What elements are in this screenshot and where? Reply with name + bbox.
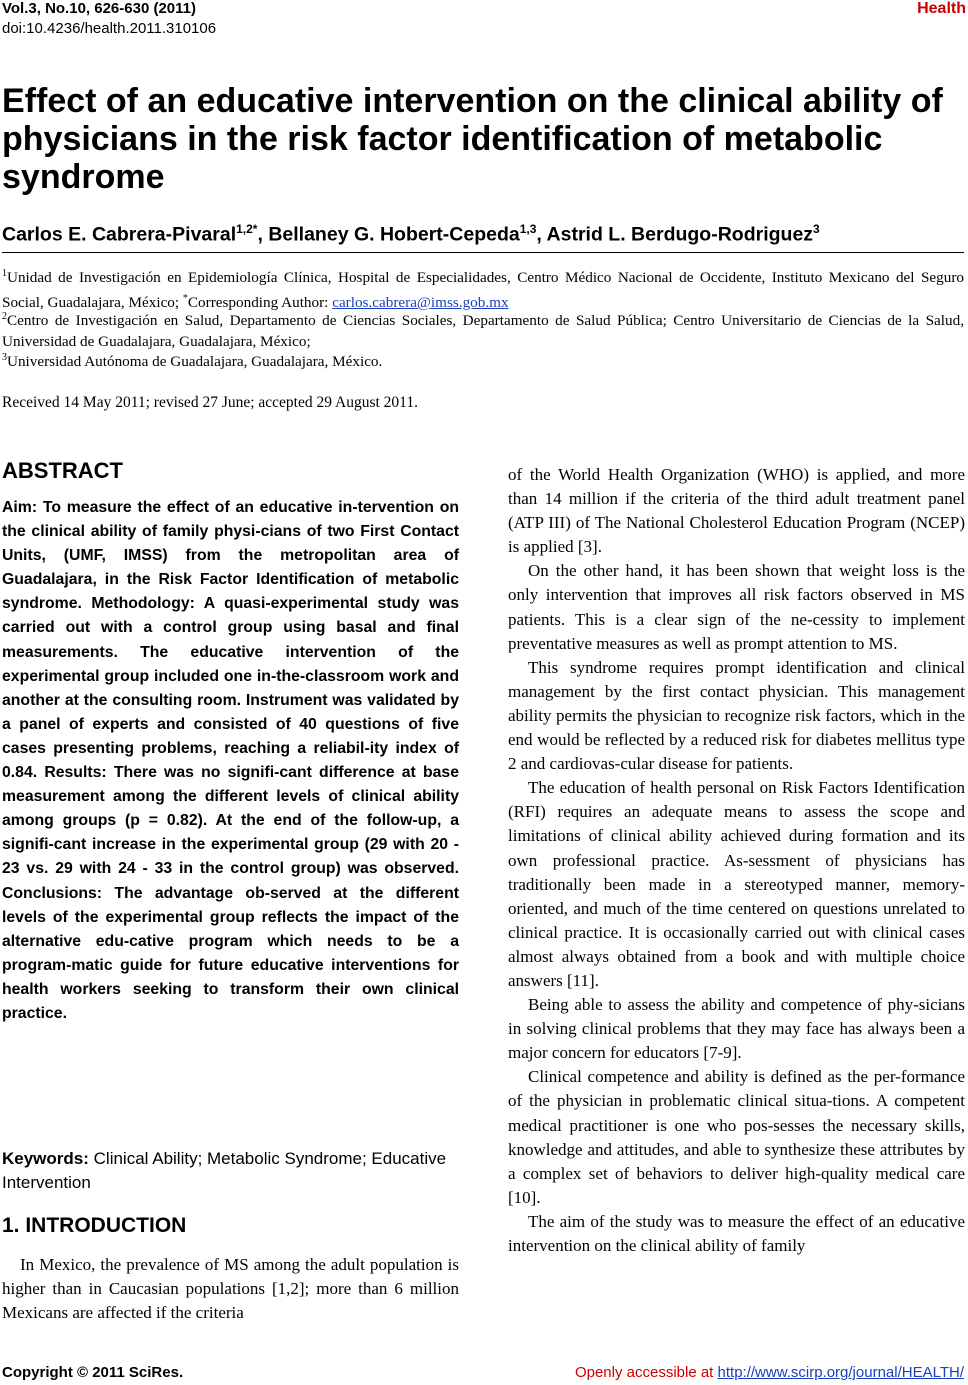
doi-line: doi:10.4236/health.2011.310106 [2,20,217,37]
affiliation-number: 1 [2,268,7,279]
author-name: Astrid L. Berdugo-Rodriguez [546,223,814,246]
body-paragraph: Clinical competence and ability is defined as the per-formance of the physician in problematic clinical situa-tions. A competent medical practitioner is one who pos-sesses the necessary skills, knowledge and attitudes, and able to synthesize these attributes by a complex set of behaviors to deliver high-quality medical care [10]. [508,1067,965,1207]
author-list [2,222,962,247]
keywords [2,1147,459,1195]
journal-volume-line: Vol.3, No.10, 626-630 (2011) [2,0,196,17]
author-affiliation-marker: 3 [813,222,820,236]
open-access-text: Openly accessible at [574,1364,718,1381]
body-paragraph: of the World Health Organization (WHO) is applied, and more than 14 million if the criteria of the third adult treatment panel (ATP III) of The National Cholesterol Education Program (NCEP) is applied [3]. [508,465,965,557]
journal-url-link[interactable]: http://www.scirp.org/journal/HEALTH/ [717,1364,964,1381]
author-name: Bellaney G. Hobert-Cepeda [268,223,520,246]
right-column [508,463,965,1258]
author-divider [2,252,964,253]
keywords-label: Keywords: [2,1149,89,1168]
body-paragraph: On the other hand, it has been shown that weight loss is the only intervention that improves all risk factors observed in MS patients. This is a clear sign of the ne-cessity to implement preventative measures as well as prompt attention to MS. [508,561,965,653]
affiliation-2 [2,306,964,352]
affiliation-3 [2,347,964,372]
author-name: Carlos E. Cabrera-Pivaral [2,223,237,246]
corresponding-marker: * [182,293,188,305]
affiliation-text: Universidad Autónoma de Guadalajara, Guadalajara, México. [7,353,383,371]
open-access-notice [575,1364,964,1381]
abstract-text: Aim: To measure the effect of an educative in-tervention on the clinical ability of family physi-cians of two First Contact Units, (UMF, IMSS) from the metropolitan area of Guadalajara, in the Risk Factor Identification of metabolic syndrome. Methodology: A quasi-experimental study was carried out with a control group using basal and final measurements. The educative intervention of the experimental group included one in-the-classroom work and another at the consulting room. Instrument was validated by a panel of experts and consisted of 40 questions of five cases presenting problems, reaching a reliabil-ity index of 0.84. Results: There was no signifi-cant difference at base measurement among the different levels of clinical ability among groups (p = 0.82). At the end of the follow-up, a signifi-cant increase in the experimental group (29 with 20 - 23 vs. 29 with 24 - 33 in the control group) was observed. Conclusions: The advantage ob-served at the different levels of the experimental group reflects the impact of the alternative edu-cative program which needs to be a program-matic guide for future educative interventions for health workers seeking to transform their own clinical practice. [2,499,459,1022]
keywords-text: Clinical Ability; Metabolic Syndrome; Educative Intervention [2,1149,447,1192]
journal-name: Health [917,0,966,17]
affiliation-number: 2 [2,311,7,322]
received-dates: Received 14 May 2011; revised 27 June; accepted 29 August 2011. [2,394,418,411]
corresponding-email-link[interactable]: carlos.cabrera@imss.gob.mx [332,294,509,312]
body-paragraph: Being able to assess the ability and competence of phy-sicians in solving clinical problems that they may face has always been a major concern for educators [7-9]. [508,995,965,1063]
affiliation-text: Centro de Investigación en Salud, Departamento de Ciencias Sociales, Departamento de Salud Pública; Centro Universitario de Ciencias de la Salud, Universidad de Guadalajara, Guadalajara, México; [2,312,964,351]
author-affiliation-marker: 1,3 [519,222,537,236]
affiliation-text: Unidad de Investigación en Epidemiología Clínica, Hospital de Especialidades, Centro Médico Nacional de Occidente, Instituto Mexicano del Seguro Social, Guadalajara, México; [2,269,964,312]
corresponding-label: Corresponding Author: [187,294,333,312]
body-paragraph: The education of health personal on Risk Factors Identification (RFI) requires an adequate means to assess the scope and limitations of clinical ability achieved during formation and its own professional practice. As-sessment of physicians has traditionally been made in a stereotyped manner, memory-oriented, and much of the time centered on questions unrelated to clinical practice. It is occasionally carried out with clinical cases almost always obtained from a book and with multiple choice answers [11]. [508,778,965,990]
body-paragraph: This syndrome requires prompt identification and clinical management by the first contact physician. This management ability permits the physician to recognize risk factors, which in the end would be reflected by a reduced risk for diabetes mellitus type 2 and cardiovas-cular disease for patients. [508,657,965,774]
abstract-heading: ABSTRACT [2,458,123,483]
body-paragraph: The aim of the study was to measure the effect of an educative intervention on the clinical ability of family [508,1211,965,1255]
affiliation-number: 3 [2,352,7,363]
introduction-paragraph: In Mexico, the prevalence of MS among the adult population is higher than in Caucasian populations [1,2]; more than 6 million Mexicans are affected if the criteria [2,1255,459,1323]
author-separator: , [257,223,269,246]
paper-title: Effect of an educative intervention on the clinical ability of physicians in the risk factor identification of metabolic syndrome [2,82,943,196]
copyright-notice: Copyright © 2011 SciRes. [2,1364,184,1381]
introduction-heading: 1. INTRODUCTION [2,1214,187,1237]
author-affiliation-marker: 1,2* [236,222,258,236]
author-separator: , [536,223,547,246]
